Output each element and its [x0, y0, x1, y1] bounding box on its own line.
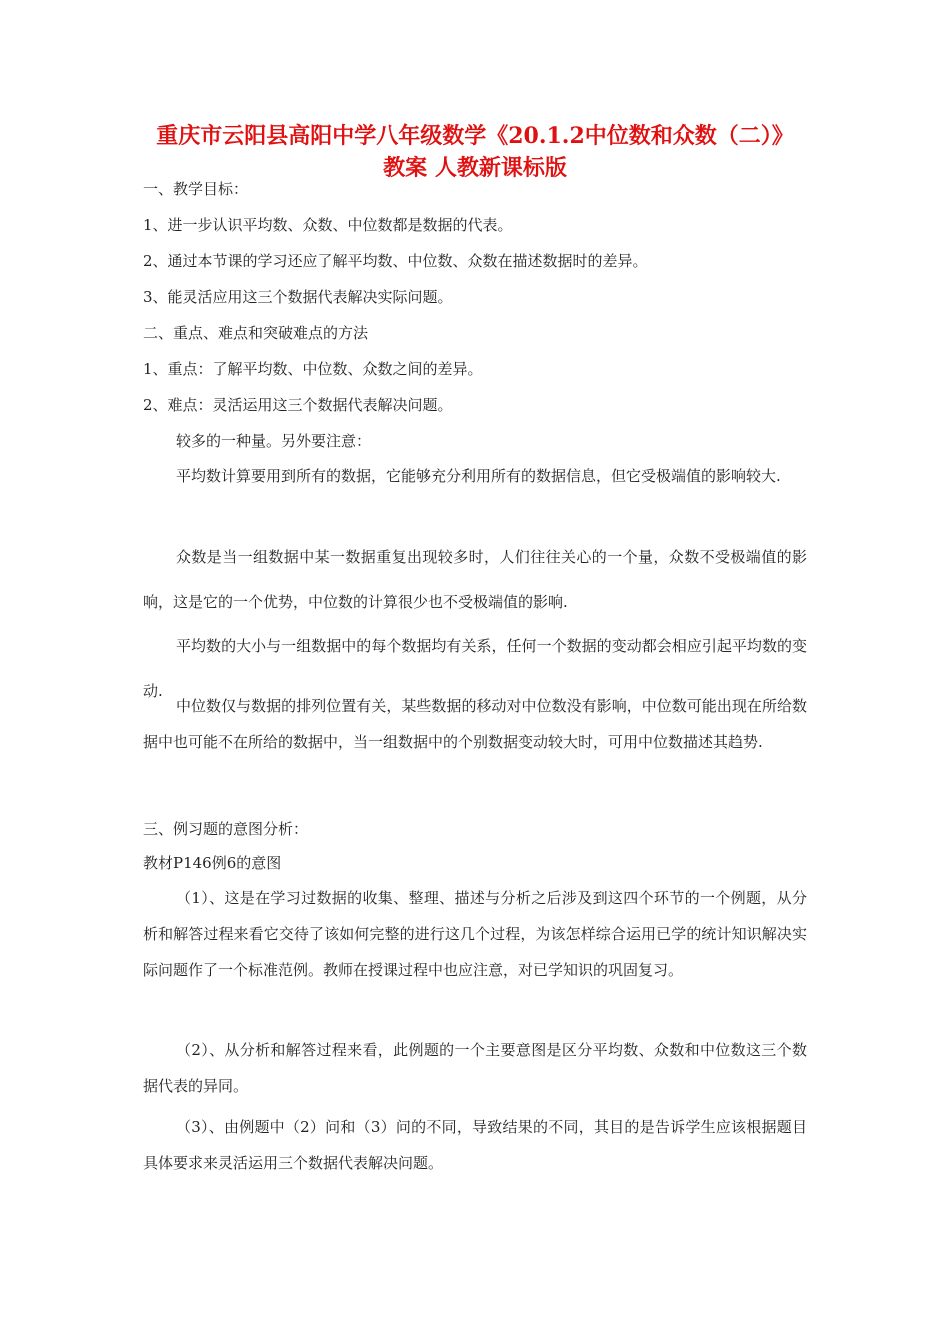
- example-point-1: （1）、这是在学习过数据的收集、整理、描述与分析之后涉及到这四个环节的一个例题，从分析和解答过程来看它交待了该如何完整的进行这几个过程，为该怎样综合运用已学的统计知识解决实际问题作了一个标准范例。教师在授课过程中也应注意，对已学知识的巩固复习。: [143, 889, 807, 979]
- example-point-2: （2）、从分析和解答过程来看，此例题的一个主要意图是区分平均数、众数和中位数这三个数据代表的异同。: [143, 1041, 807, 1095]
- key-point: 1、重点：了解平均数、中位数、众数之间的差异。: [143, 360, 483, 378]
- paragraph-mean: 平均数计算要用到所有的数据，它能够充分利用所有的数据信息，但它受极端值的影响较大.: [176, 467, 781, 485]
- section-1-heading: 一、教学目标：: [143, 180, 249, 198]
- section-2-heading: 二、重点、难点和突破难点的方法: [143, 324, 369, 342]
- example-point-3: （3）、由例题中（2）问和（3）问的不同，导致结果的不同，其目的是告诉学生应该根据题目具体要求来灵活运用三个数据代表解决问题。: [143, 1118, 807, 1172]
- objective-1: 1、进一步认识平均数、众数、中位数都是数据的代表。: [143, 216, 513, 234]
- title-line-1: 重庆市云阳县高阳中学八年级数学《20.1.2中位数和众数（二）》: [156, 123, 794, 149]
- difficult-point: 2、难点：灵活运用这三个数据代表解决问题。: [143, 396, 453, 414]
- section-3-heading: 三、例习题的意图分析：: [143, 820, 309, 838]
- paragraph-mean-2: 平均数的大小与一组数据中的每个数据均有关系，任何一个数据的变动都会相应引起平均数的变动.: [143, 637, 807, 700]
- section-3-subheading: 教材P146例6的意图: [143, 854, 282, 872]
- note-line: 较多的一种量。另外要注意：: [176, 432, 372, 450]
- objective-3: 3、能灵活应用这三个数据代表解决实际问题。: [143, 288, 453, 306]
- paragraph-mode: 众数是当一组数据中某一数据重复出现较多时，人们往往关心的一个量，众数不受极端值的影响，这是它的一个优势，中位数的计算很少也不受极端值的影响.: [143, 548, 807, 611]
- paragraph-median: 中位数仅与数据的排列位置有关，某些数据的移动对中位数没有影响，中位数可能出现在所给数据中也可能不在所给的数据中，当一组数据中的个别数据变动较大时，可用中位数描述其趋势.: [143, 697, 807, 751]
- objective-2: 2、通过本节课的学习还应了解平均数、中位数、众数在描述数据时的差异。: [143, 252, 648, 270]
- title-line-2: 教案 人教新课标版: [383, 155, 567, 181]
- document-title: [120, 120, 830, 184]
